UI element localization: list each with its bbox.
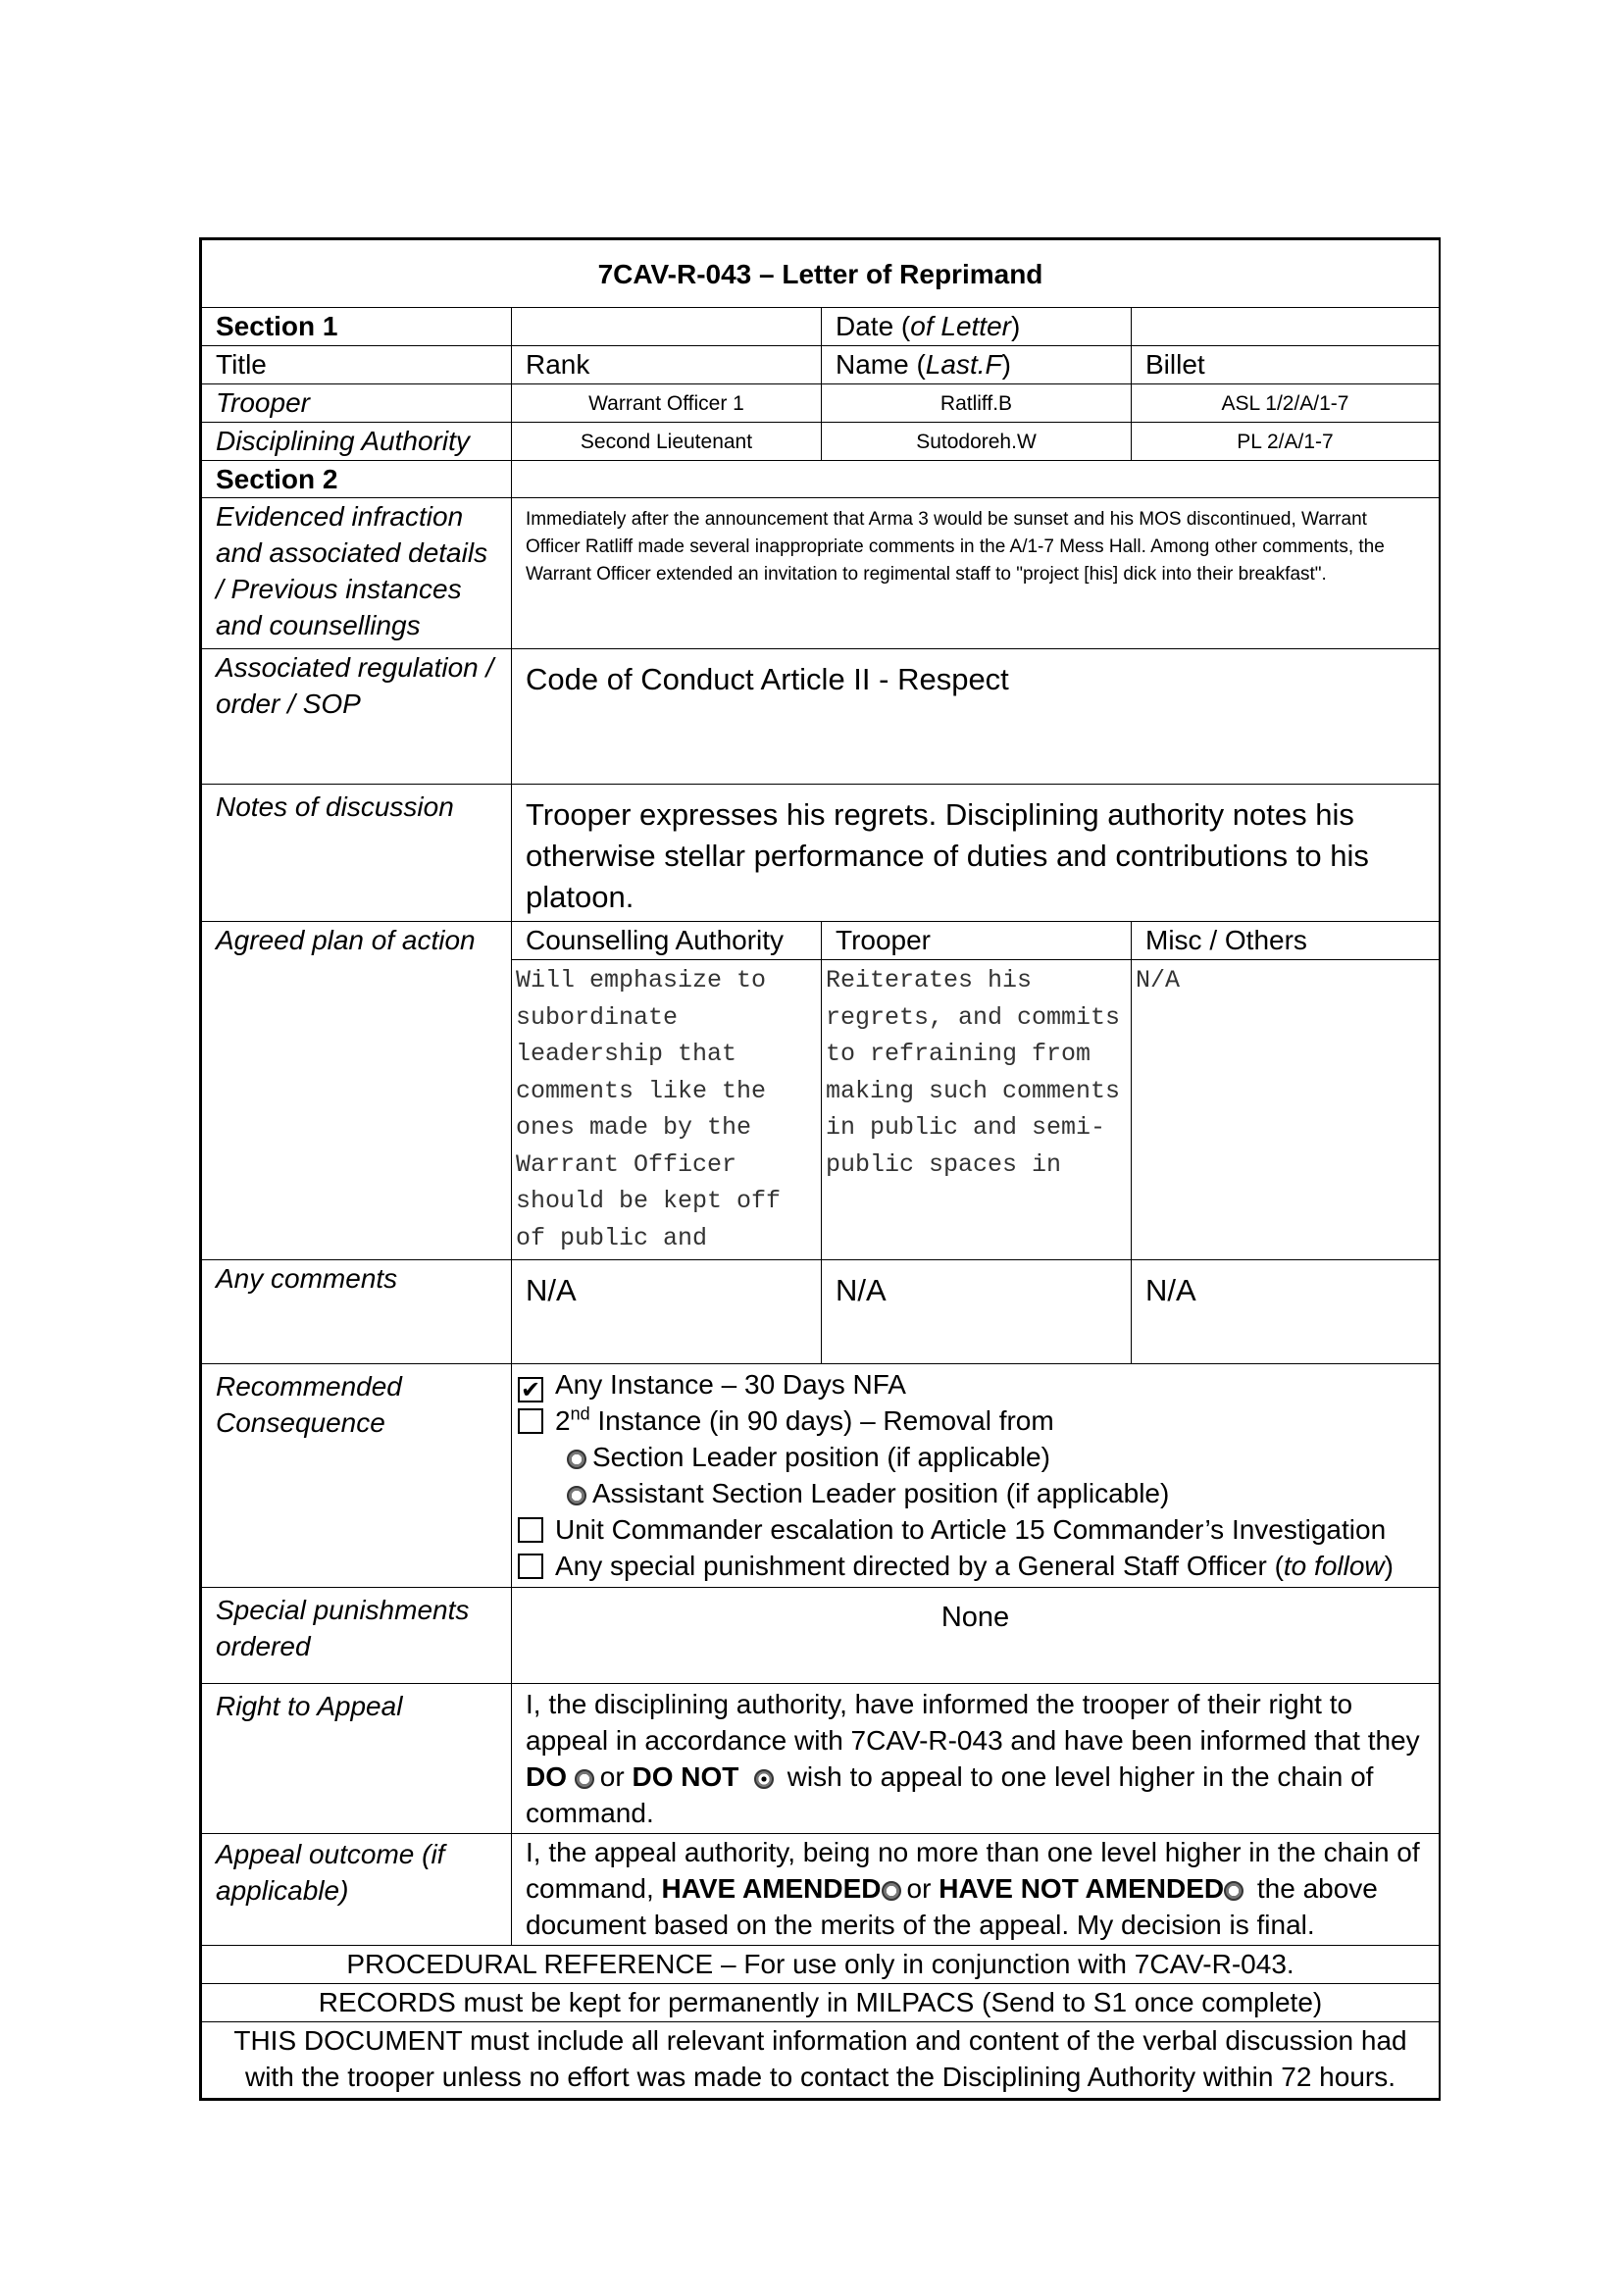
date-field[interactable]: [1132, 308, 1440, 346]
footer-document-note: THIS DOCUMENT must include all relevant information and content of the verbal discussion had with the trooper unless no effort was made to contact the Disciplining Authority within 72 hours.: [202, 2022, 1440, 2099]
authority-rank[interactable]: Second Lieutenant: [512, 423, 822, 461]
plan-label: Agreed plan of action: [202, 922, 512, 1260]
section2-label: Section 2: [202, 461, 512, 498]
infraction-label: Evidenced infraction and associated details / Previous instances and counsellings: [202, 498, 512, 649]
checkbox-checked-icon[interactable]: ✔: [518, 1377, 543, 1402]
regulation-text[interactable]: Code of Conduct Article II - Respect: [512, 649, 1440, 785]
checkbox-icon[interactable]: [518, 1408, 543, 1434]
trooper-label: Trooper: [202, 384, 512, 423]
plan-col-authority: Counselling Authority: [512, 922, 822, 960]
trooper-name[interactable]: Ratliff.B: [822, 384, 1132, 423]
authority-billet[interactable]: PL 2/A/1-7: [1132, 423, 1440, 461]
consequence-label: Recommended Consequence: [202, 1364, 512, 1588]
header-billet: Billet: [1132, 346, 1440, 384]
plan-col-trooper: Trooper: [822, 922, 1132, 960]
authority-label: Disciplining Authority: [202, 423, 512, 461]
consequence-option-1: ✔ Any Instance – 30 Days NFA: [518, 1366, 1433, 1402]
header-rank: Rank: [512, 346, 822, 384]
section1-label: Section 1: [202, 308, 512, 346]
plan-trooper-text[interactable]: Reiterates his regrets, and commits to refraining from making such comments in public and semi-public spaces in: [822, 960, 1132, 1260]
trooper-rank[interactable]: Warrant Officer 1: [512, 384, 822, 423]
radio-icon[interactable]: [567, 1486, 586, 1505]
consequence-option-2: 2nd Instance (in 90 days) – Removal from: [518, 1402, 1433, 1439]
appeal-label: Right to Appeal: [202, 1684, 512, 1834]
comments-misc[interactable]: N/A: [1132, 1260, 1440, 1364]
consequence-option-2b: Assistant Section Leader position (if applicable): [518, 1475, 1433, 1511]
plan-authority-text[interactable]: Will emphasize to subordinate leadership that comments like the ones made by the Warrant Officer should be kept off of public and: [512, 960, 822, 1260]
date-label: Date (of Letter): [822, 308, 1132, 346]
infraction-text[interactable]: Immediately after the announcement that Arma 3 would be sunset and his MOS discontinued, Warrant Officer Ratliff made several inappropriate comments in the A/1-7 Mess Hall. Among other comments, the Warrant Officer extended an invitation to regimental staff to "project [his] dick into their breakfast".: [512, 498, 1440, 649]
checkbox-icon[interactable]: [518, 1554, 543, 1579]
special-label: Special punishments ordered: [202, 1588, 512, 1684]
authority-name[interactable]: Sutodoreh.W: [822, 423, 1132, 461]
consequence-options: [512, 1364, 1440, 1588]
header-title: Title: [202, 346, 512, 384]
consequence-option-4: Any special punishment directed by a General Staff Officer (to follow): [518, 1548, 1433, 1584]
reprimand-form: [199, 237, 1441, 2101]
comments-trooper[interactable]: N/A: [822, 1260, 1132, 1364]
comments-label: Any comments: [202, 1260, 512, 1364]
consequence-option-3: Unit Commander escalation to Article 15 Commander’s Investigation: [518, 1511, 1433, 1548]
footer-records-note: RECORDS must be kept for permanently in MILPACS (Send to S1 once complete): [202, 1984, 1440, 2022]
consequence-option-2a: Section Leader position (if applicable): [518, 1439, 1433, 1475]
outcome-amended-radio[interactable]: [882, 1881, 901, 1901]
special-text[interactable]: None: [512, 1588, 1440, 1684]
radio-icon[interactable]: [567, 1450, 586, 1469]
document-title: 7CAV-R-043 – Letter of Reprimand: [202, 240, 1440, 308]
appeal-do-radio[interactable]: [575, 1769, 594, 1789]
comments-authority[interactable]: N/A: [512, 1260, 822, 1364]
section2-blank: [512, 461, 1440, 498]
appeal-do-not-radio[interactable]: [754, 1769, 774, 1789]
plan-col-misc: Misc / Others: [1132, 922, 1440, 960]
outcome-label: Appeal outcome (if applicable): [202, 1834, 512, 1946]
trooper-billet[interactable]: ASL 1/2/A/1-7: [1132, 384, 1440, 423]
section1-blank: [512, 308, 822, 346]
plan-misc-text[interactable]: N/A: [1132, 960, 1440, 1260]
checkbox-icon[interactable]: [518, 1517, 543, 1543]
footer-procedural-reference: PROCEDURAL REFERENCE – For use only in conjunction with 7CAV-R-043.: [202, 1946, 1440, 1984]
outcome-not-amended-radio[interactable]: [1224, 1881, 1243, 1901]
outcome-text: I, the appeal authority, being no more than one level higher in the chain of command, HAVE AMENDED or HAVE NOT AMENDED the above document based on the merits of the appeal. My decision is final.: [512, 1834, 1440, 1946]
regulation-label: Associated regulation / order / SOP: [202, 649, 512, 785]
appeal-text: I, the disciplining authority, have informed the trooper of their right to appeal in accordance with 7CAV-R-043 and have been informed that they DO or DO NOT wish to appeal to one level higher in the chain of command.: [512, 1684, 1440, 1834]
header-name: Name (Last.F): [822, 346, 1132, 384]
discussion-label: Notes of discussion: [202, 785, 512, 922]
discussion-text[interactable]: Trooper expresses his regrets. Disciplining authority notes his otherwise stellar performance of duties and contributions to his platoon.: [512, 785, 1440, 922]
